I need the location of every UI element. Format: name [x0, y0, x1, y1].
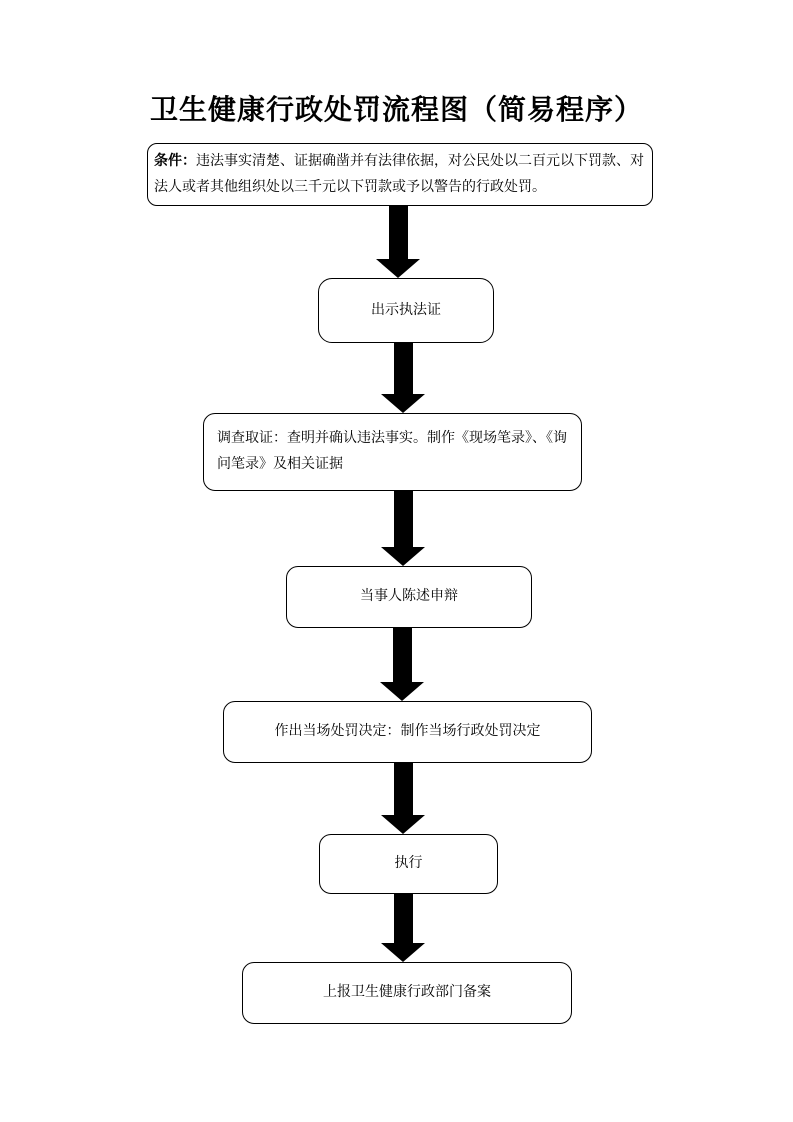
flow-node-make-onsite-penalty-decision [223, 701, 592, 763]
flow-node-party-statement-and-defense [286, 566, 532, 628]
page-title: 卫生健康行政处罚流程图（简易程序） [149, 95, 643, 126]
node-text: 作出当场处罚决定：制作当场行政处罚决定 [274, 724, 541, 739]
flow-node-show-enforcement-certificate [318, 278, 494, 343]
down-arrow [381, 490, 425, 566]
node-text: 出示执法证 [371, 302, 441, 318]
flow-node-report-to-health-admin-for-filing [242, 962, 572, 1024]
arrow-shaft [394, 490, 413, 547]
down-arrow [380, 628, 424, 701]
arrow-head-icon [376, 259, 420, 278]
flow-node-condition [147, 143, 653, 206]
down-arrow [381, 763, 425, 834]
node-text: 上报卫生健康行政部门备案 [323, 985, 491, 1000]
condition-text: 违法事实清楚、证据确凿并有法律依据，对公民处以二百元以下罚款、对法人或者其他组织处以三千元以下罚款或予以警告的行政处罚。 [154, 153, 644, 195]
arrow-head-icon [381, 394, 425, 413]
node-text: 执行 [394, 856, 423, 871]
arrow-head-icon [381, 943, 425, 962]
flow-node-investigate-and-collect-evidence [203, 413, 582, 491]
down-arrow [381, 343, 425, 413]
arrow-shaft [394, 763, 413, 815]
down-arrow [376, 206, 420, 278]
node-text: 调查取证：查明并确认违法事实。制作《现场笔录》、《询问笔录》及相关证据 [217, 431, 567, 472]
node-text: 当事人陈述申辩 [360, 589, 458, 604]
arrow-shaft [393, 628, 412, 682]
condition-label: 条件： [154, 153, 196, 169]
arrow-shaft [394, 343, 413, 394]
arrow-head-icon [381, 815, 425, 834]
arrow-head-icon [380, 682, 424, 701]
arrow-head-icon [381, 547, 425, 566]
flow-node-execute [319, 834, 498, 894]
arrow-shaft [394, 893, 413, 943]
arrow-shaft [389, 206, 408, 259]
down-arrow [381, 893, 425, 962]
